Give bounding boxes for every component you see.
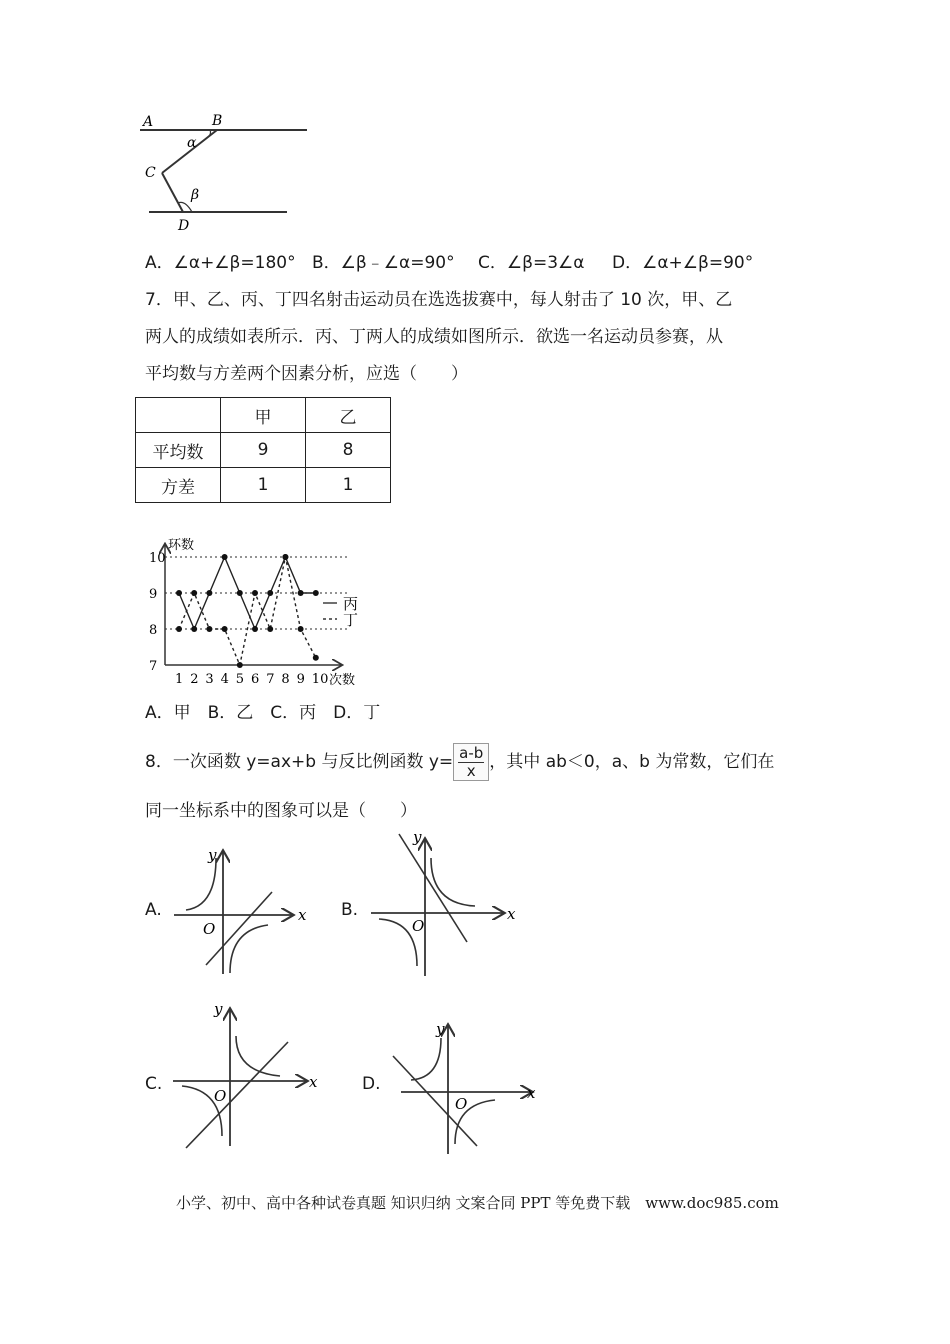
x-tick-label: 6 xyxy=(251,672,260,687)
data-point xyxy=(191,590,197,596)
graph-d xyxy=(385,1018,545,1158)
q7-score-table xyxy=(135,397,391,503)
q7-score-chart xyxy=(135,533,385,693)
origin-label: O xyxy=(455,1095,468,1113)
x-tick-label: 4 xyxy=(220,672,229,687)
q8-stem-prefix: 8．一次函数 y=ax+b 与反比例函数 y= xyxy=(145,752,454,772)
label-c: C xyxy=(145,165,156,181)
hyperbola-upper xyxy=(411,1038,441,1080)
alpha-arc xyxy=(207,130,211,138)
graph-d-label: D. xyxy=(362,1074,381,1094)
q6-option-d: D．∠α+∠β=90° xyxy=(612,253,754,273)
data-point xyxy=(267,626,273,632)
origin-label: O xyxy=(203,920,216,938)
data-point xyxy=(206,626,212,632)
table-header-cell: 乙 xyxy=(306,398,391,433)
table-cell: 平均数 xyxy=(136,433,221,468)
data-point xyxy=(237,662,243,668)
q8-stem-line-2: 同一坐标系中的图象可以是（ ） xyxy=(145,801,417,821)
x-label: x xyxy=(309,1073,318,1091)
x-tick-label: 9 xyxy=(296,672,305,687)
x-tick-label: 10 xyxy=(311,672,329,687)
x-tick-label: 8 xyxy=(281,672,290,687)
linear-line xyxy=(206,892,272,965)
data-point xyxy=(313,655,319,661)
data-point xyxy=(252,590,258,596)
q6-parallel-lines-figure xyxy=(135,110,325,235)
data-point xyxy=(267,590,273,596)
x-label: x xyxy=(527,1084,536,1102)
data-point xyxy=(298,626,304,632)
data-point xyxy=(298,590,304,596)
origin-label: O xyxy=(214,1087,227,1105)
label-b: B xyxy=(212,113,223,129)
q7-stem-line-2: 两人的成绩如表所示．丙、丁两人的成绩如图所示．欲选一名运动员参赛，从 xyxy=(145,327,723,347)
linear-line xyxy=(399,834,467,942)
page-footer: 小学、初中、高中各种试卷真题 知识归纳 文案合同 PPT 等免费下载 www.doc985.com xyxy=(176,1194,779,1212)
table-row xyxy=(136,468,391,503)
graph-a xyxy=(168,840,313,980)
data-point xyxy=(252,626,258,632)
x-tick-label: 1 xyxy=(175,672,184,687)
table-cell: 8 xyxy=(306,433,391,468)
graph-b-label: B. xyxy=(341,900,359,920)
graph-c xyxy=(168,998,323,1158)
table-cell: 9 xyxy=(221,433,306,468)
graph-a-label: A. xyxy=(145,900,162,920)
q7-stem-line-1: 7．甲、乙、丙、丁四名射击运动员在选选拔赛中，每人射击了 10 次，甲、乙 xyxy=(145,290,733,310)
data-point xyxy=(222,554,228,560)
table-header-cell: 甲 xyxy=(221,398,306,433)
q6-option-a: A．∠α+∠β=180° xyxy=(145,253,296,273)
y-axis-title: 环数 xyxy=(168,538,195,553)
x-tick-label: 7 xyxy=(266,672,275,687)
legend-label: 丙 xyxy=(343,595,359,613)
data-point xyxy=(313,590,319,596)
q8-stem-line-1 xyxy=(145,742,774,782)
y-label: y xyxy=(208,846,217,864)
linear-line xyxy=(186,1042,288,1148)
fraction-denominator: x xyxy=(466,761,476,780)
data-point xyxy=(222,626,228,632)
q6-option-c: C．∠β=3∠α xyxy=(478,253,585,273)
fraction-a-minus-b-over-x xyxy=(453,743,489,781)
label-d: D xyxy=(178,218,190,234)
legend-label: 丁 xyxy=(343,611,359,629)
table-cell: 1 xyxy=(306,468,391,503)
y-tick-label: 8 xyxy=(149,623,158,638)
graph-c-label: C. xyxy=(145,1074,163,1094)
y-label: y xyxy=(413,828,422,846)
y-tick-label: 7 xyxy=(149,659,158,674)
x-tick-label: 2 xyxy=(190,672,199,687)
label-alpha: α xyxy=(187,135,197,151)
x-tick-label: 3 xyxy=(205,672,214,687)
table-header-row xyxy=(136,398,391,433)
y-tick-label: 10 xyxy=(149,551,166,566)
q8-stem-suffix: ，其中 ab＜0，a、b 为常数，它们在 xyxy=(489,752,775,772)
data-point xyxy=(176,626,182,632)
q6-option-b: B．∠β﹣∠α=90° xyxy=(312,253,455,273)
x-label: x xyxy=(507,905,516,923)
table-cell: 方差 xyxy=(136,468,221,503)
hyperbola-upper xyxy=(186,858,216,910)
q7-stem-line-3: 平均数与方差两个因素分析，应选（ ） xyxy=(145,364,468,384)
label-a: A xyxy=(143,114,154,130)
x-label: x xyxy=(298,906,307,924)
origin-label: O xyxy=(412,917,425,935)
label-beta: β xyxy=(191,187,200,203)
graph-b xyxy=(365,826,520,981)
hyperbola-upper xyxy=(236,1036,280,1076)
data-point xyxy=(206,590,212,596)
segment-cd xyxy=(162,173,183,212)
y-label: y xyxy=(214,1000,223,1018)
data-point xyxy=(176,590,182,596)
fraction-numerator: a-b xyxy=(459,744,484,762)
data-point xyxy=(191,626,197,632)
x-tick-label: 5 xyxy=(235,672,245,687)
hyperbola-upper xyxy=(431,858,475,906)
x-axis-title: 次数 xyxy=(329,673,356,688)
table-row xyxy=(136,433,391,468)
q7-options: A．甲 B．乙 C．丙 D．丁 xyxy=(145,703,381,723)
data-point xyxy=(282,554,288,560)
table-cell: 1 xyxy=(221,468,306,503)
data-point xyxy=(237,590,243,596)
y-label: y xyxy=(436,1020,445,1038)
table-header-cell xyxy=(136,398,221,433)
y-tick-label: 9 xyxy=(149,587,158,602)
